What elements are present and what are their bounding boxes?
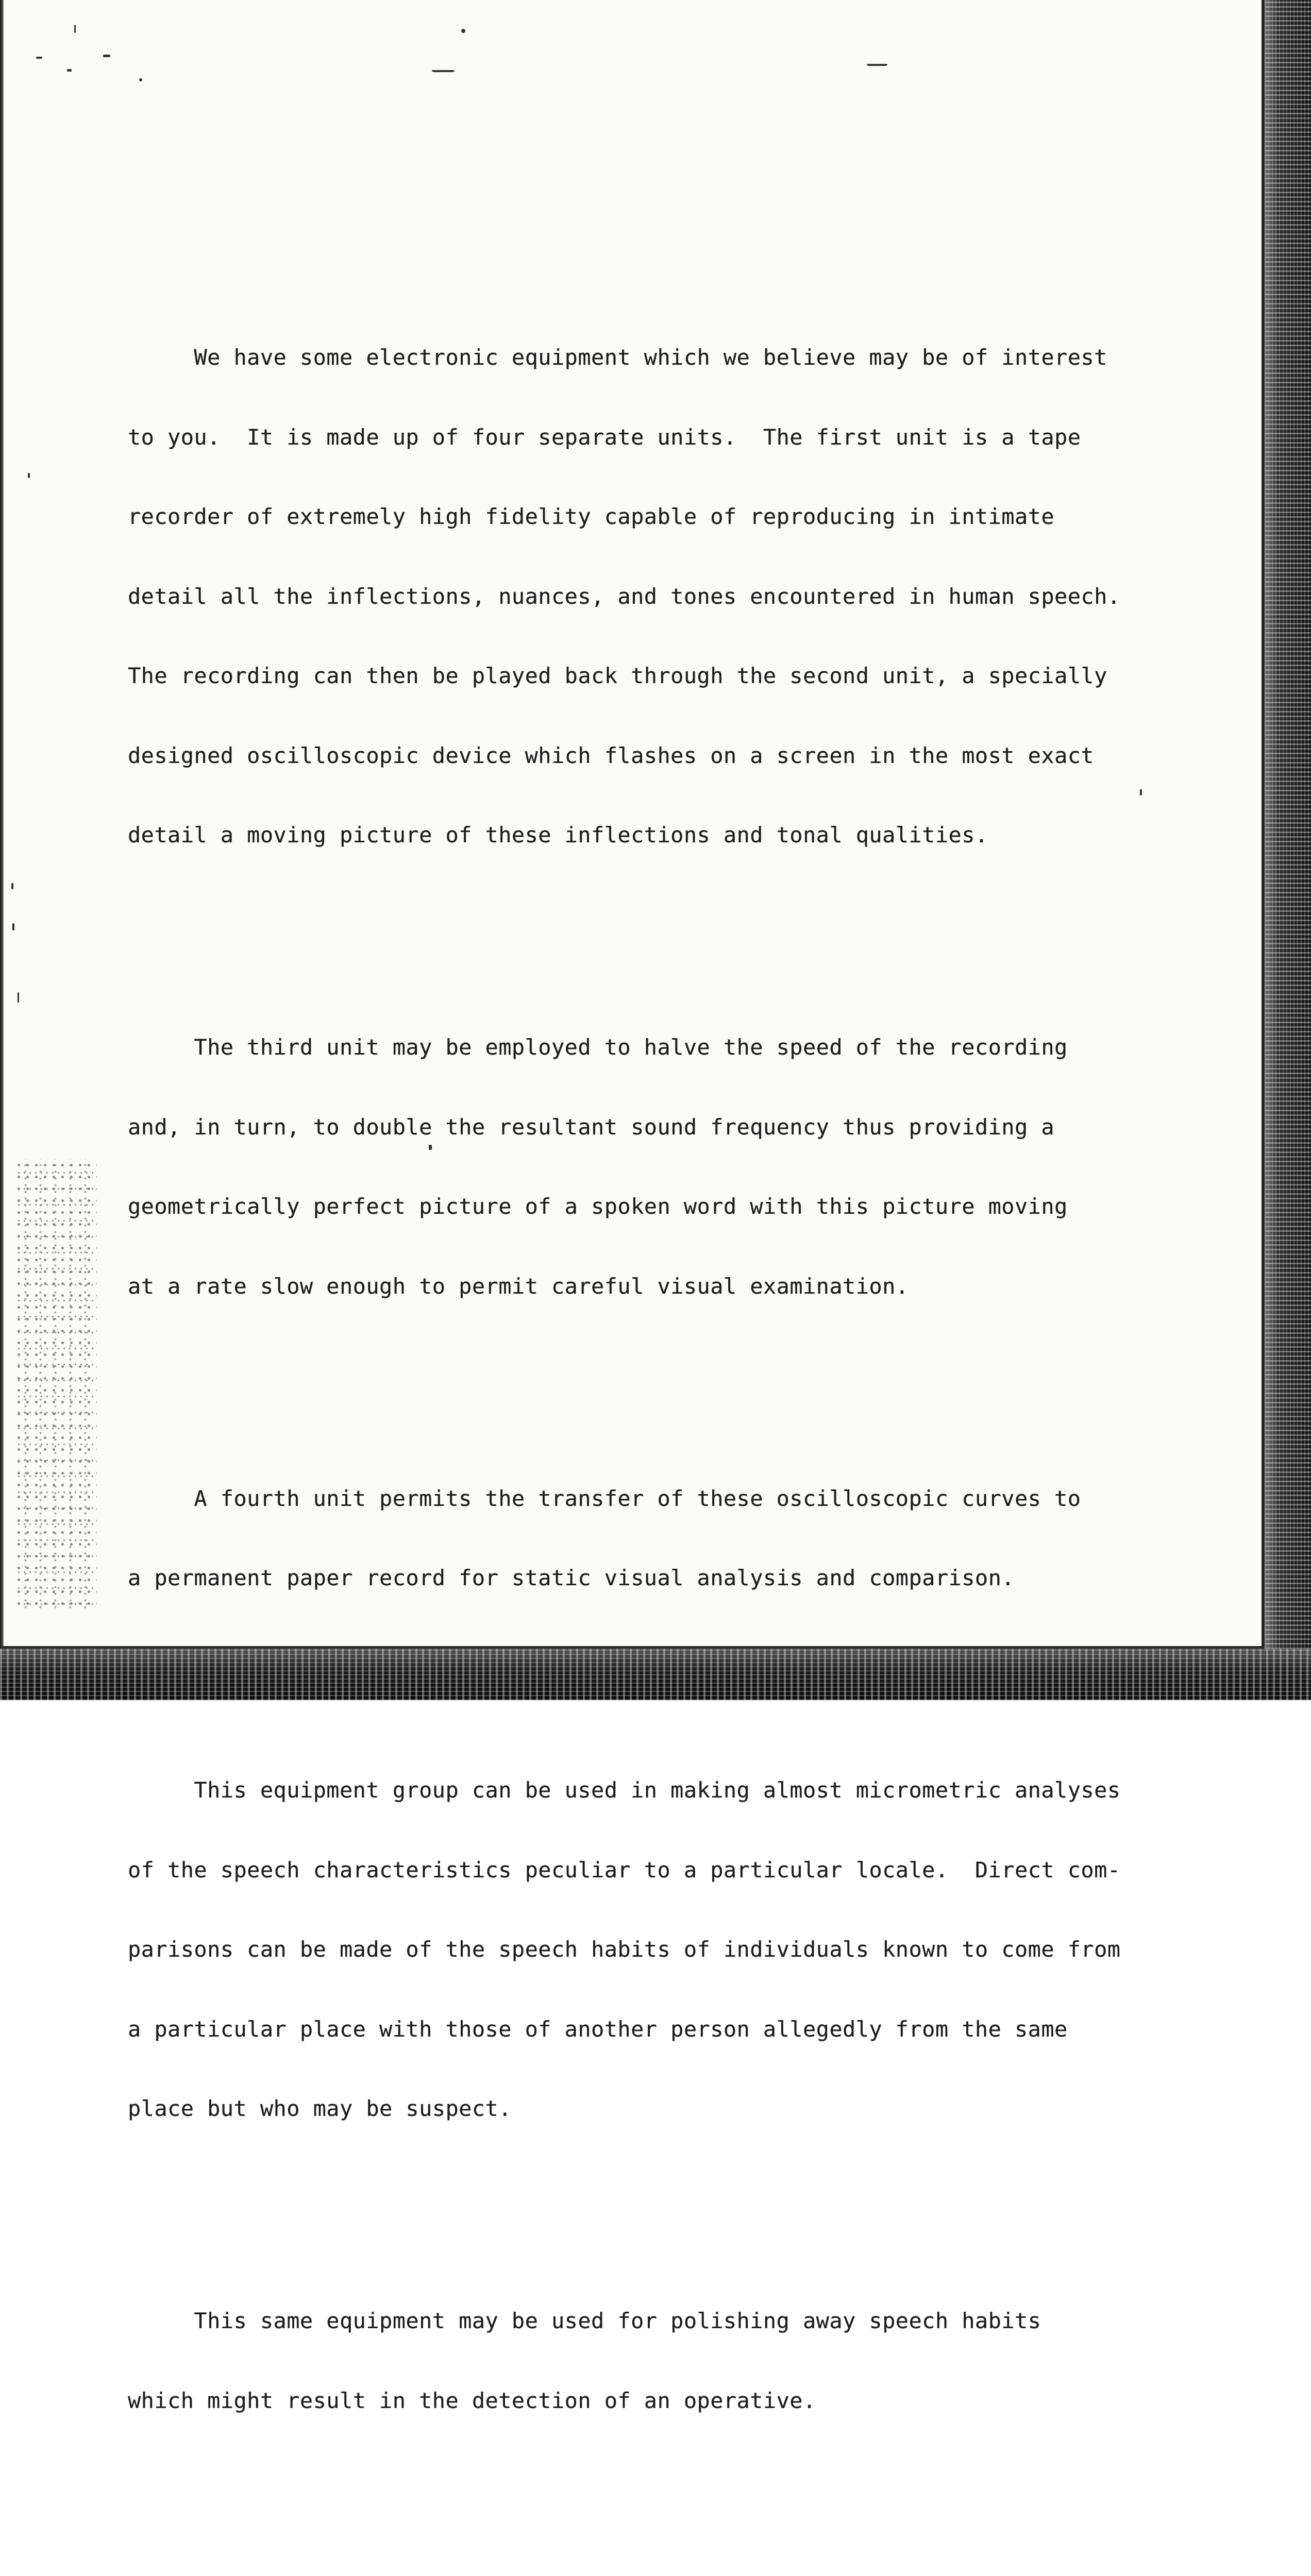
scan-mark [67, 69, 72, 72]
text-line: a particular place with those of another person allegedly from the same [128, 2016, 1179, 2043]
text-line: This equipment group can be used in making almost micrometric analyses [128, 1777, 1179, 1804]
scan-mark [867, 64, 887, 66]
text-line: at a rate slow enough to permit careful visual examination. [128, 1273, 1179, 1300]
text-line: and, in turn, to double the resultant sound frequency thus providing a [128, 1114, 1179, 1141]
text-line: A fourth unit permits the transfer of these oscilloscopic curves to [128, 1485, 1179, 1512]
scan-border-left [0, 0, 4, 1700]
paragraph-4 [128, 1724, 1179, 2175]
paragraph-3 [128, 1432, 1179, 1645]
scan-mark [36, 57, 42, 59]
scan-border-right [1265, 0, 1311, 1700]
scan-mark [11, 883, 13, 889]
scan-mark [461, 29, 465, 33]
paragraph-1 [128, 291, 1179, 902]
text-line: We have some electronic equipment which we believe may be of interest [128, 344, 1179, 371]
text-line: parisons can be made of the speech habits of individuals known to come from [128, 1936, 1179, 1963]
text-line: The recording can then be played back through the second unit, a specially [128, 663, 1179, 689]
text-line: designed oscilloscopic device which flashes on a screen in the most exact [128, 742, 1179, 769]
scan-mark [28, 473, 30, 478]
paragraph-5 [128, 2255, 1179, 2467]
text-line: place but who may be suspect. [128, 2095, 1179, 2122]
scan-speckle-noise [14, 1159, 97, 1613]
letter-body [128, 238, 1179, 2576]
scan-mark [12, 923, 14, 930]
text-line: This same equipment may be used for polishing away speech habits [128, 2308, 1179, 2334]
scan-mark [74, 25, 76, 33]
text-line: detail a moving picture of these inflections and tonal qualities. [128, 822, 1179, 849]
scan-mark [139, 78, 142, 81]
text-line: to you. It is made up of four separate units. The first unit is a tape [128, 424, 1179, 451]
text-line: a permanent paper record for static visual analysis and comparison. [128, 1565, 1179, 1591]
text-line: geometrically perfect picture of a spoken word with this picture moving [128, 1193, 1179, 1220]
text-line: which might result in the detection of an operative. [128, 2387, 1179, 2414]
text-line: of the speech characteristics peculiar to a particular locale. Direct com- [128, 1857, 1179, 1884]
text-line: detail all the inflections, nuances, and tones encountered in human speech. [128, 583, 1179, 610]
scan-mark [103, 55, 110, 57]
paragraph-6 [128, 2547, 1179, 2576]
paragraph-2 [128, 981, 1179, 1352]
scan-mark [18, 992, 19, 1003]
text-line: recorder of extremely high fidelity capable of reproducing in intimate [128, 503, 1179, 530]
text-line: The third unit may be employed to halve the speed of the recording [128, 1034, 1179, 1061]
scan-mark [432, 70, 455, 72]
